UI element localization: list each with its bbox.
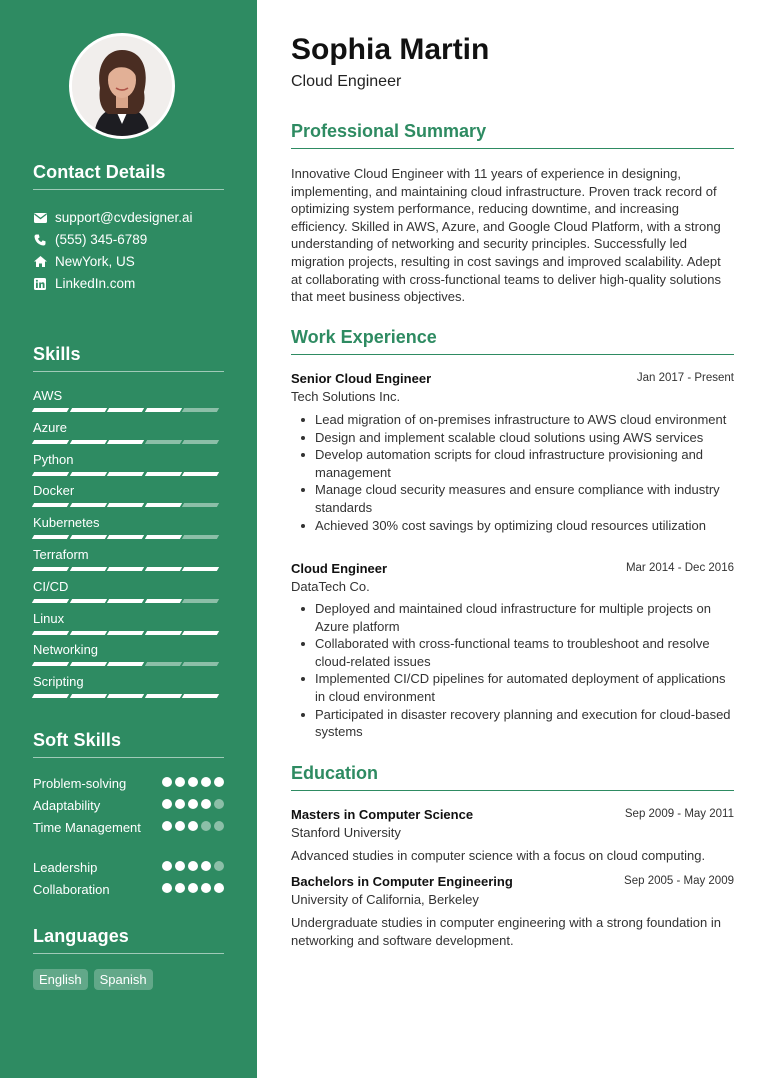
skill-level-segment bbox=[107, 599, 144, 603]
rating-dot bbox=[175, 821, 185, 831]
skill-level-segment bbox=[182, 408, 219, 412]
education-header bbox=[291, 807, 734, 822]
skill-item bbox=[33, 642, 224, 666]
skill-level-segment bbox=[32, 567, 69, 571]
skill-name: CI/CD bbox=[33, 578, 69, 594]
skills-heading: Skills bbox=[33, 344, 224, 372]
skill-level-segment bbox=[107, 472, 144, 476]
list-item: Collaborated with cross-functional teams to troubleshoot and resolve cloud-related issues bbox=[291, 635, 734, 670]
skill-level-segment bbox=[145, 503, 182, 507]
skill-item bbox=[33, 611, 224, 635]
job-dates: Mar 2014 - Dec 2016 bbox=[625, 562, 734, 574]
skill-level-segment bbox=[182, 662, 219, 666]
education-school: University of California, Berkeley bbox=[291, 892, 479, 907]
skill-level-segment bbox=[107, 440, 144, 444]
skill-level-segment bbox=[182, 599, 219, 603]
skill-name: Linux bbox=[33, 610, 65, 626]
soft-skill-rating bbox=[162, 861, 224, 876]
job-role: Cloud Engineer bbox=[291, 561, 388, 576]
soft-skill-rating bbox=[162, 883, 224, 898]
contact-email[interactable] bbox=[33, 210, 193, 225]
skill-level-segment bbox=[145, 567, 182, 571]
soft-skill-name: Collaboration bbox=[33, 882, 110, 897]
list-item: Design and implement scalable cloud solutions using AWS services bbox=[291, 429, 734, 447]
rating-dot bbox=[162, 799, 172, 809]
skill-level-bar bbox=[33, 472, 224, 476]
skill-name: Terraform bbox=[33, 547, 89, 562]
soft-skill-name: Problem-solving bbox=[33, 776, 127, 791]
home-icon bbox=[33, 255, 47, 269]
education-degree: Bachelors in Computer Engineering bbox=[291, 874, 513, 889]
skill-level-segment bbox=[32, 662, 69, 666]
rating-dot bbox=[201, 821, 211, 831]
education-degree: Masters in Computer Science bbox=[291, 807, 474, 822]
rating-dot bbox=[162, 821, 172, 831]
skill-level-segment bbox=[32, 535, 69, 539]
skill-level-segment bbox=[32, 599, 69, 603]
soft-skills-heading: Soft Skills bbox=[33, 730, 224, 758]
education-description: Undergraduate studies in computer engineering with a strong foundation in networking and software development. bbox=[291, 915, 721, 948]
rating-dot bbox=[175, 883, 185, 893]
rating-dot bbox=[214, 799, 224, 809]
rating-dot bbox=[188, 861, 198, 871]
skill-level-segment bbox=[107, 567, 144, 571]
skill-name: Kubernetes bbox=[33, 515, 100, 531]
language-tag: English bbox=[33, 969, 88, 990]
skill-level-bar bbox=[33, 599, 224, 603]
rating-dot bbox=[201, 799, 211, 809]
skill-level-bar bbox=[33, 662, 224, 666]
soft-skill-name: Adaptability bbox=[33, 798, 101, 813]
summary-heading: Professional Summary bbox=[291, 121, 734, 149]
soft-skill-rating bbox=[162, 777, 224, 792]
contact-linkedin[interactable] bbox=[33, 276, 135, 291]
skill-name: Networking bbox=[33, 642, 99, 658]
job-bullets bbox=[291, 600, 734, 741]
list-item: Achieved 30% cost savings by optimizing cloud resources utilization bbox=[291, 517, 734, 535]
skill-level-segment bbox=[69, 567, 106, 571]
skill-name: Azure bbox=[33, 419, 67, 435]
education-school: Stanford University bbox=[291, 825, 401, 840]
languages-list bbox=[33, 969, 153, 990]
skill-level-bar bbox=[33, 694, 224, 698]
skill-level-segment bbox=[145, 599, 182, 603]
skill-level-segment bbox=[145, 631, 182, 635]
skill-level-bar bbox=[33, 567, 224, 571]
skill-item bbox=[33, 547, 224, 571]
job-role: Senior Cloud Engineer bbox=[291, 371, 432, 386]
soft-skill-name: Leadership bbox=[33, 860, 98, 875]
sidebar bbox=[0, 0, 257, 1078]
soft-skill-item bbox=[33, 881, 224, 898]
job-header bbox=[291, 561, 734, 576]
contact-location-text: NewYork, US bbox=[55, 254, 135, 269]
skill-level-segment bbox=[32, 503, 69, 507]
rating-dot bbox=[214, 777, 224, 787]
skill-level-segment bbox=[145, 440, 182, 444]
skill-level-segment bbox=[69, 440, 106, 444]
soft-skill-rating bbox=[162, 821, 224, 836]
skill-level-bar bbox=[33, 631, 224, 635]
skill-level-segment bbox=[32, 440, 69, 444]
skill-item bbox=[33, 674, 224, 698]
skill-item bbox=[33, 388, 224, 412]
education-description: Advanced studies in computer science with a focus on cloud computing. bbox=[291, 848, 706, 863]
skill-level-segment bbox=[145, 472, 182, 476]
skill-name: Docker bbox=[33, 483, 75, 499]
skill-level-segment bbox=[182, 631, 219, 635]
rating-dot bbox=[214, 821, 224, 831]
list-item: Deployed and maintained cloud infrastructure for multiple projects on Azure platform bbox=[291, 600, 734, 635]
contact-linkedin-text: LinkedIn.com bbox=[55, 276, 136, 291]
rating-dot bbox=[175, 799, 185, 809]
soft-skill-item bbox=[33, 797, 224, 814]
skill-level-segment bbox=[145, 535, 182, 539]
contact-phone-text: (555) 345-6789 bbox=[55, 232, 148, 247]
skill-level-segment bbox=[69, 631, 106, 635]
rating-dot bbox=[188, 799, 198, 809]
list-item: Manage cloud security measures and ensure compliance with industry standards bbox=[291, 481, 734, 516]
rating-dot bbox=[201, 777, 211, 787]
rating-dot bbox=[162, 883, 172, 893]
job-company: Tech Solutions Inc. bbox=[291, 389, 401, 404]
skill-level-segment bbox=[145, 694, 182, 698]
rating-dot bbox=[175, 861, 185, 871]
skill-level-segment bbox=[107, 631, 144, 635]
soft-skill-item bbox=[33, 819, 224, 836]
job-header bbox=[291, 371, 734, 386]
skill-level-segment bbox=[107, 408, 144, 412]
list-item: Develop automation scripts for cloud infrastructure provisioning and management bbox=[291, 446, 734, 481]
skill-level-segment bbox=[69, 408, 106, 412]
contact-heading: Contact Details bbox=[33, 162, 224, 190]
job-bullets bbox=[291, 411, 734, 534]
language-tag: Spanish bbox=[94, 969, 153, 990]
rating-dot bbox=[162, 777, 172, 787]
contact-location bbox=[33, 254, 135, 269]
contact-phone[interactable] bbox=[33, 232, 147, 247]
skill-level-segment bbox=[32, 631, 69, 635]
skill-level-segment bbox=[69, 535, 106, 539]
skill-level-segment bbox=[69, 662, 106, 666]
skill-level-segment bbox=[145, 662, 182, 666]
soft-skill-name: Time Management bbox=[33, 820, 141, 835]
soft-skill-item bbox=[33, 775, 224, 792]
skill-level-segment bbox=[69, 472, 106, 476]
rating-dot bbox=[201, 861, 211, 871]
soft-skill-rating bbox=[162, 799, 224, 814]
candidate-title: Cloud Engineer bbox=[291, 73, 402, 90]
languages-heading: Languages bbox=[33, 926, 224, 954]
rating-dot bbox=[175, 777, 185, 787]
contact-email-text: support@cvdesigner.ai bbox=[55, 210, 193, 225]
list-item: Implemented CI/CD pipelines for automated deployment of applications in cloud environment bbox=[291, 670, 734, 705]
summary-text: Innovative Cloud Engineer with 11 years of experience in designing, implementing, and maintaining cloud infrastructure. Proven track record of optimizing system performance, reducing downtime, and increasing efficiency. Skilled in AWS, Azure, and Google Cloud Platform, with a strong understanding of networking and security principles. Successfully led migration projects, resulting in cost savings and improved scalability. Adept at collaborating with cross-functional teams to deliver high-quality solutions that meet business objectives. bbox=[291, 166, 721, 305]
list-item: Lead migration of on-premises infrastructure to AWS cloud environment bbox=[291, 411, 734, 429]
skill-level-segment bbox=[182, 440, 219, 444]
skill-level-bar bbox=[33, 408, 224, 412]
candidate-name: Sophia Martin bbox=[291, 33, 490, 66]
rating-dot bbox=[162, 861, 172, 871]
rating-dot bbox=[214, 883, 224, 893]
job-company: DataTech Co. bbox=[291, 579, 370, 594]
skill-level-bar bbox=[33, 503, 224, 507]
experience-heading: Work Experience bbox=[291, 327, 734, 355]
skill-level-segment bbox=[145, 408, 182, 412]
profile-photo bbox=[69, 33, 175, 139]
skill-level-segment bbox=[107, 662, 144, 666]
rating-dot bbox=[201, 883, 211, 893]
skill-level-segment bbox=[107, 694, 144, 698]
job-dates: Jan 2017 - Present bbox=[636, 372, 734, 384]
rating-dot bbox=[188, 883, 198, 893]
envelope-icon bbox=[33, 211, 47, 225]
education-heading: Education bbox=[291, 763, 734, 791]
skill-item bbox=[33, 452, 224, 476]
skill-name: Python bbox=[33, 451, 74, 467]
skill-level-bar bbox=[33, 440, 224, 444]
phone-icon bbox=[33, 233, 47, 247]
list-item: Participated in disaster recovery planning and execution for cloud-based systems bbox=[291, 706, 734, 741]
linkedin-icon bbox=[33, 277, 47, 291]
skill-level-segment bbox=[69, 694, 106, 698]
skill-level-segment bbox=[69, 503, 106, 507]
skill-level-segment bbox=[182, 567, 219, 571]
skill-name: Scripting bbox=[33, 674, 84, 690]
skill-item bbox=[33, 420, 224, 444]
rating-dot bbox=[188, 777, 198, 787]
soft-skill-item bbox=[33, 859, 224, 876]
skill-item bbox=[33, 579, 224, 603]
skill-level-segment bbox=[182, 503, 219, 507]
skill-level-segment bbox=[182, 472, 219, 476]
rating-dot bbox=[188, 821, 198, 831]
skill-level-segment bbox=[32, 694, 69, 698]
education-header bbox=[291, 874, 734, 889]
skill-level-bar bbox=[33, 535, 224, 539]
skill-name: AWS bbox=[33, 388, 63, 403]
skill-level-segment bbox=[107, 503, 144, 507]
skill-item bbox=[33, 483, 224, 507]
skill-level-segment bbox=[69, 599, 106, 603]
skill-level-segment bbox=[182, 694, 219, 698]
skill-item bbox=[33, 515, 224, 539]
education-dates: Sep 2009 - May 2011 bbox=[624, 808, 734, 820]
skill-level-segment bbox=[32, 408, 69, 412]
education-dates: Sep 2005 - May 2009 bbox=[624, 875, 734, 887]
skill-level-segment bbox=[32, 472, 69, 476]
skill-level-segment bbox=[182, 535, 219, 539]
rating-dot bbox=[214, 861, 224, 871]
skill-level-segment bbox=[107, 535, 144, 539]
